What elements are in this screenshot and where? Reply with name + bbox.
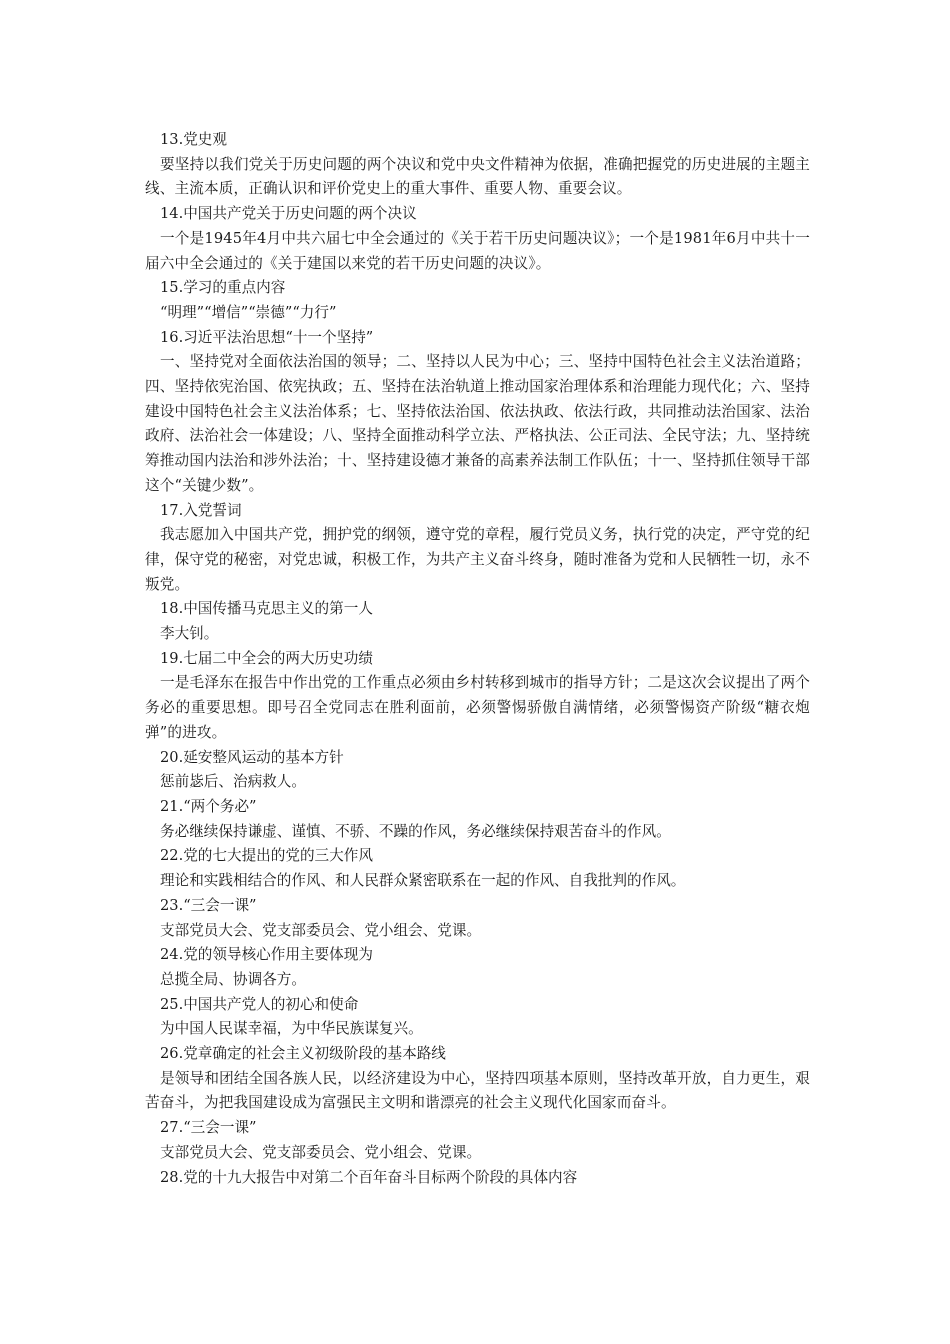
item-17 [145, 499, 810, 598]
document-content [145, 128, 810, 1190]
item-heading: 25.中国共产党人的初心和使命 [160, 995, 359, 1013]
item-18 [145, 597, 810, 646]
item-23 [145, 894, 810, 943]
item-heading: 20.延安整风运动的基本方针 [160, 748, 344, 766]
item-25 [145, 993, 810, 1042]
item-16 [145, 326, 810, 499]
item-body: 为中国人民谋幸福，为中华民族谋复兴。 [160, 1020, 423, 1038]
item-body: 是领导和团结全国各族人民，以经济建设为中心，坚持四项基本原则，坚持改革开放，自力更生，艰苦奋斗，为把我国建设成为富强民主文明和谐漂亮的社会主义现代化国家而奋斗。 [145, 1069, 810, 1112]
item-19 [145, 647, 810, 746]
item-body: 一是毛泽东在报告中作出党的工作重点必须由乡村转移到城市的指导方针；二是这次会议提出了两个务必的重要思想。即号召全党同志在胜利面前，必须警惕骄傲自满情绪，必须警惕资产阶级“糖衣炮弹”的进攻。 [145, 674, 810, 741]
item-14 [145, 202, 810, 276]
item-body: 我志愿加入中国共产党，拥护党的纲领，遵守党的章程，履行党员义务，执行党的决定，严守党的纪律，保守党的秘密，对党忠诚，积极工作，为共产主义奋斗终身，随时准备为党和人民牺牲一切，永不叛党。 [145, 526, 810, 593]
item-heading: 21.“两个务必” [160, 797, 257, 815]
item-body: 务必继续保持谦虚、谨慎、不骄、不躁的作风，务必继续保持艰苦奋斗的作风。 [160, 822, 671, 840]
item-body: “明理”“增信”“崇德”“力行” [160, 303, 337, 321]
item-heading: 23.“三会一课” [160, 896, 257, 914]
item-body: 理论和实践相结合的作风、和人民群众紧密联系在一起的作风、自我批判的作风。 [160, 872, 686, 890]
item-15 [145, 276, 810, 325]
item-heading: 19.七届二中全会的两大历史功绩 [160, 649, 373, 667]
item-26 [145, 1042, 810, 1116]
item-21 [145, 795, 810, 844]
item-heading: 13.党史观 [160, 131, 227, 148]
item-body: 支部党员大会、党支部委员会、党小组会、党课。 [160, 921, 482, 939]
item-heading: 15.学习的重点内容 [160, 279, 286, 297]
item-heading: 22.党的七大提出的党的三大作风 [160, 847, 373, 865]
item-body: 李大钊。 [160, 625, 219, 643]
item-27 [145, 1116, 810, 1165]
item-22 [145, 844, 810, 893]
item-body: 惩前毖后、治病救人。 [160, 773, 306, 791]
item-13 [145, 128, 810, 202]
item-body: 支部党员大会、党支部委员会、党小组会、党课。 [160, 1143, 482, 1161]
item-body: 要坚持以我们党关于历史问题的两个决议和党中央文件精神为依据，准确把握党的历史进展的主题主线、主流本质，正确认识和评价党史上的重大事件、重要人物、重要会议。 [145, 155, 810, 198]
item-heading: 17.入党誓词 [160, 501, 242, 519]
item-body: 总揽全局、协调各方。 [160, 970, 306, 988]
item-heading: 14.中国共产党关于历史问题的两个决议 [160, 205, 417, 223]
item-heading: 26.党章确定的社会主义初级阶段的基本路线 [160, 1045, 446, 1063]
item-heading: 16.习近平法治思想“十一个坚持” [160, 328, 374, 346]
item-24 [145, 943, 810, 992]
item-heading: 28.党的十九大报告中对第二个百年奋斗目标两个阶段的具体内容 [160, 1168, 578, 1186]
item-28 [145, 1166, 810, 1191]
item-heading: 24.党的领导核心作用主要体现为 [160, 946, 373, 964]
item-heading: 27.“三会一课” [160, 1119, 257, 1137]
item-body: 一个是1945年4月中共六届七中全会通过的《关于若干历史问题决议》；一个是1981年6月中共十一届六中全会通过的《关于建国以来党的若干历史问题的决议》。 [145, 229, 810, 272]
item-heading: 18.中国传播马克思主义的第一人 [160, 600, 373, 618]
item-body: 一、坚持党对全面依法治国的领导；二、坚持以人民为中心；三、坚持中国特色社会主义法治道路；四、坚持依宪治国、依宪执政；五、坚持在法治轨道上推动国家治理体系和治理能力现代化；六、坚持建设中国特色社会主义法治体系；七、坚持依法治国、依法执政、依法行政，共同推动法治国家、法治政府、法治社会一体建设；八、坚持全面推动科学立法、严格执法、公正司法、全民守法；九、坚持统筹推动国内法治和涉外法治；十、坚持建设德才兼备的高素养法制工作队伍；十一、坚持抓住领导干部这个“关键少数”。 [145, 353, 810, 494]
item-20 [145, 746, 810, 795]
